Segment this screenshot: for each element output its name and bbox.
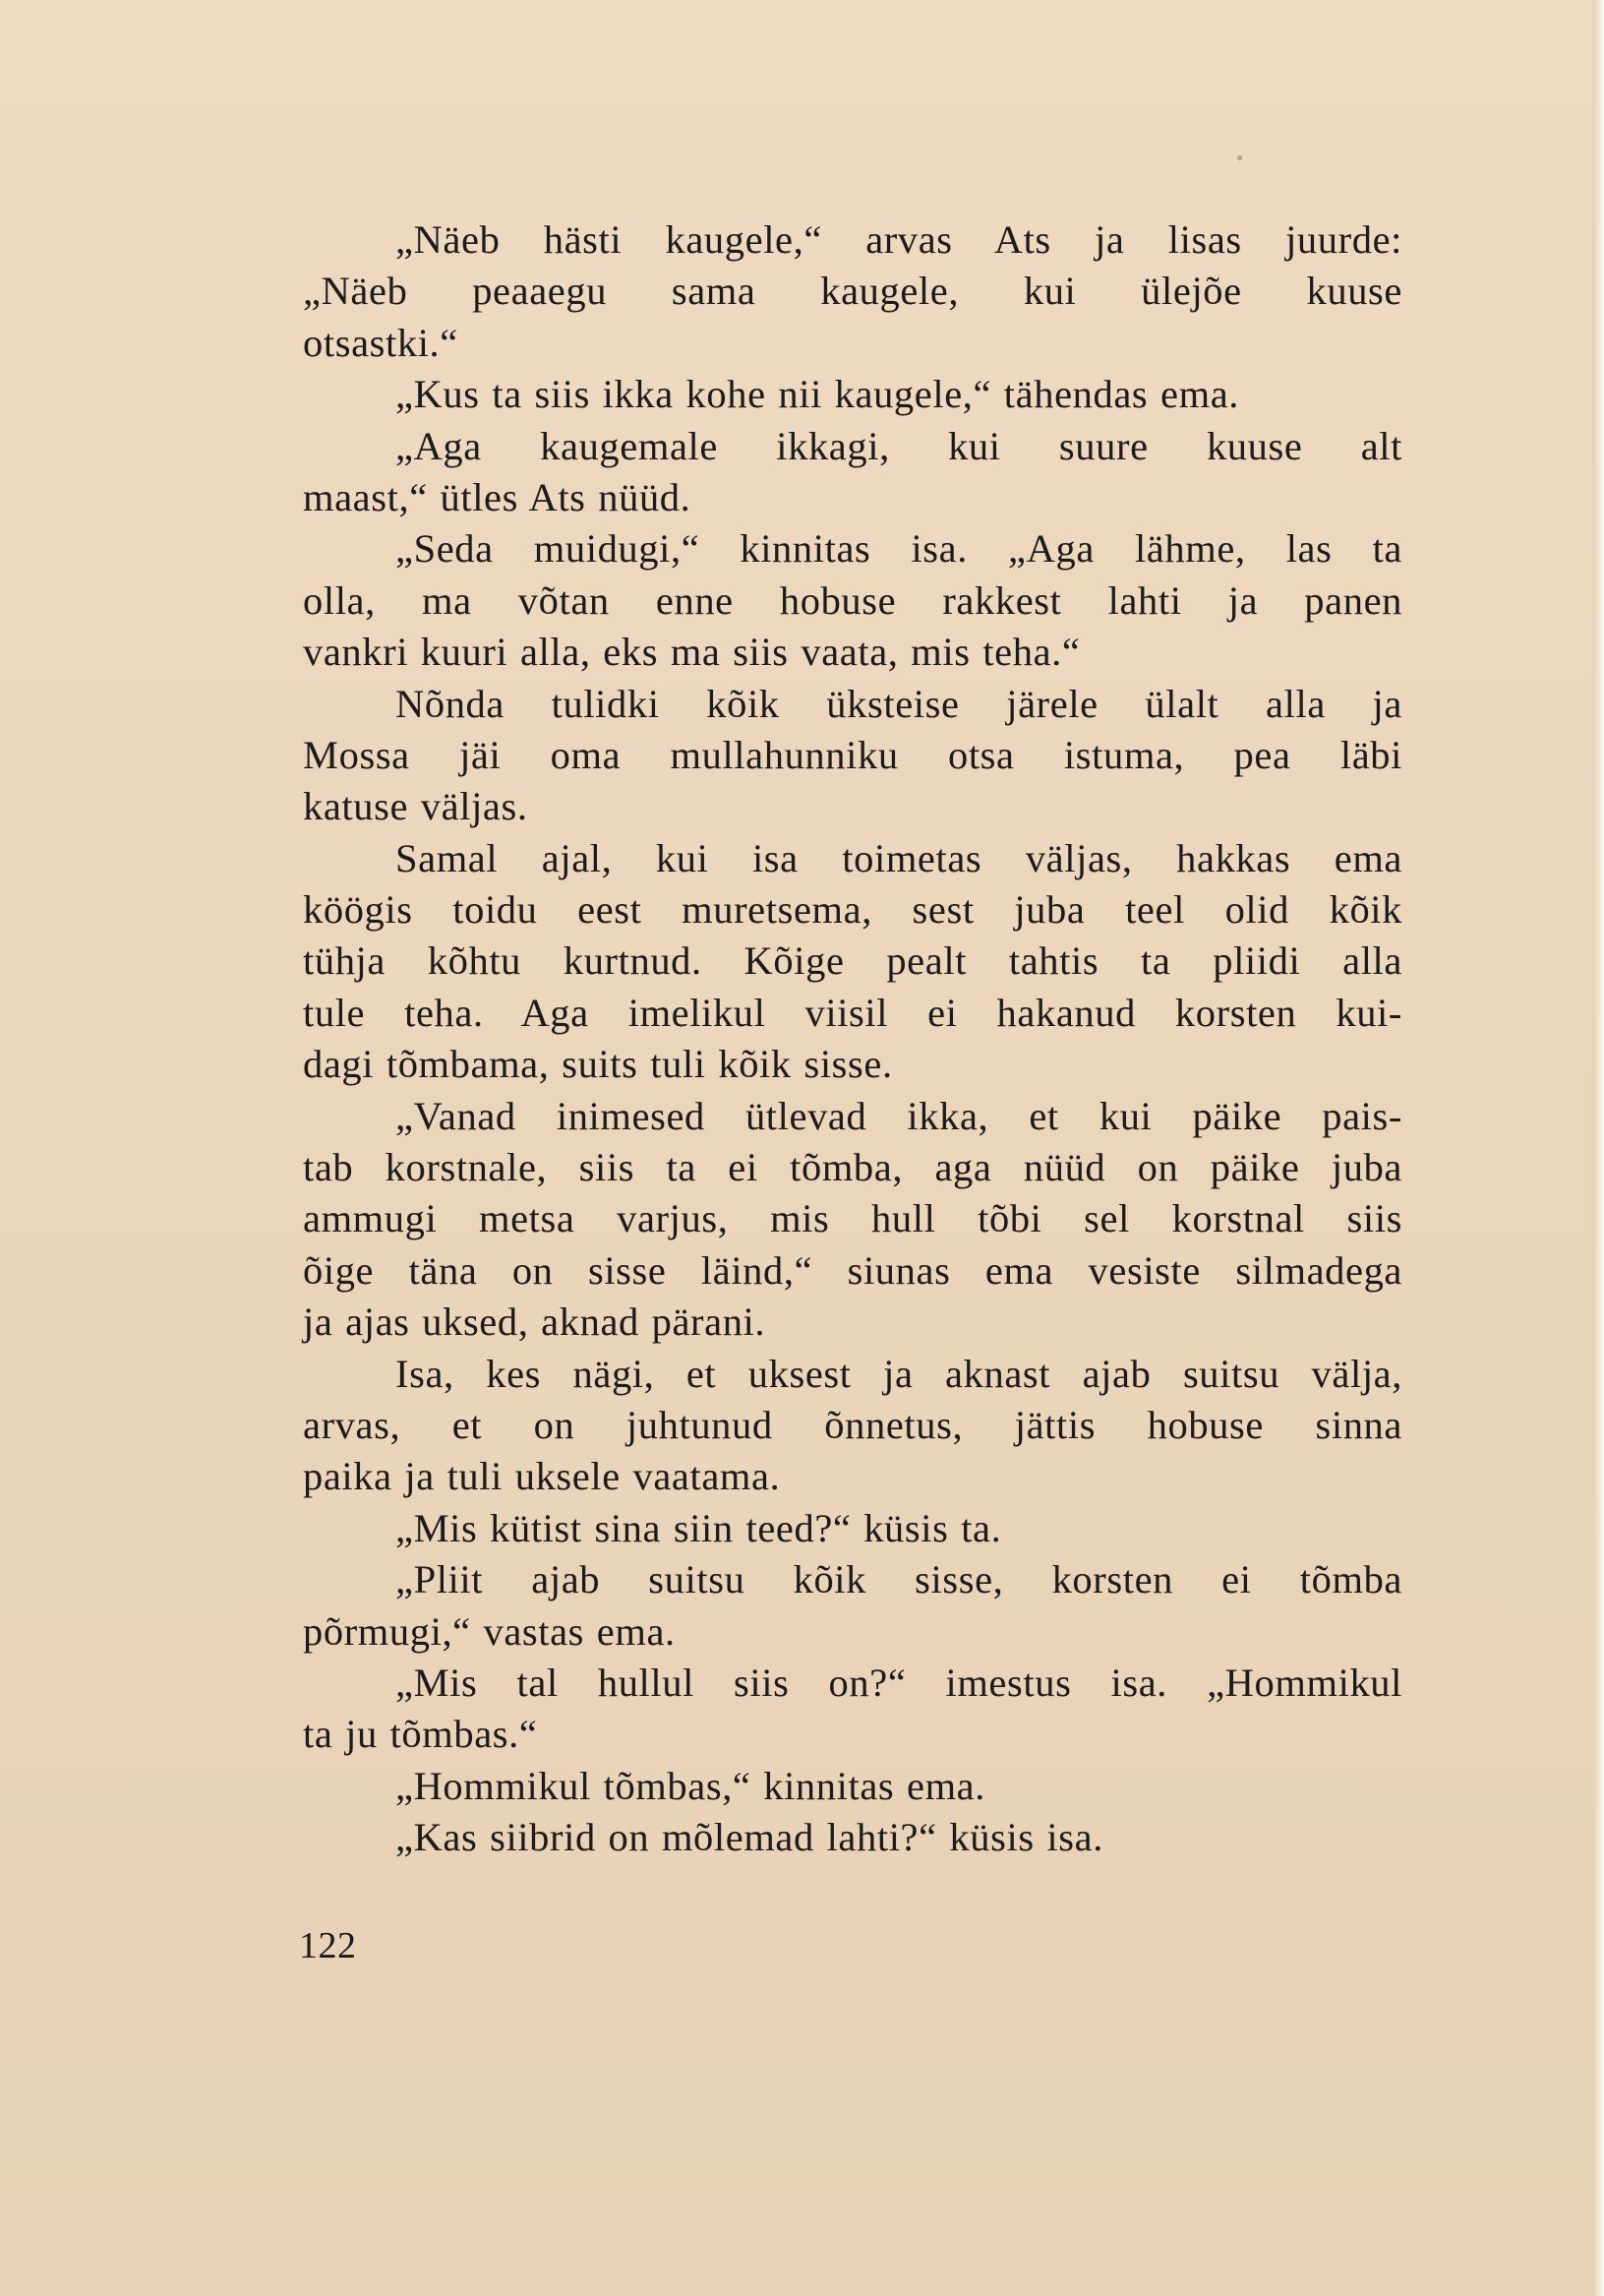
paper-speck <box>1237 155 1242 160</box>
text-line: „Näeb peaaegu sama kaugele, kui ülejõe kuuse <box>303 269 1402 314</box>
text-line: Samal ajal, kui isa toimetas väljas, hakkas ema <box>395 835 1402 880</box>
text-line: tab korstnale, siis ta ei tõmba, aga nüüd on päike juba <box>303 1145 1402 1190</box>
text-line: Nõnda tulidki kõik üksteise järele ülalt alla ja <box>395 681 1402 726</box>
text-line: vankri kuuri alla, eks ma siis vaata, mis teha.“ <box>303 630 1081 675</box>
page-edge <box>1592 0 1604 2296</box>
text-line: „Näeb hästi kaugele,“ arvas Ats ja lisas juurde: <box>395 217 1402 262</box>
text-line: ammugi metsa varjus, mis hull tõbi sel korstnal siis <box>303 1196 1402 1241</box>
text-line: õige täna on sisse läind,“ siunas ema vesiste silmadega <box>303 1247 1402 1293</box>
text-line: tule teha. Aga imelikul viisil ei hakanud korsten kui- <box>303 990 1402 1035</box>
text-line: maast,“ ütles Ats nüüd. <box>303 474 691 519</box>
text-line: „Kus ta siis ikka kohe nii kaugele,“ tähendas ema. <box>395 372 1239 417</box>
text-line: ta ju tõmbas.“ <box>303 1712 538 1757</box>
text-line: ja ajas uksed, aknad pärani. <box>303 1299 766 1345</box>
text-line: põrmugi,“ vastas ema. <box>303 1608 676 1654</box>
body-text <box>303 214 1402 1864</box>
page-number: 122 <box>299 1925 357 1966</box>
text-line: köögis toidu eest muretsema, sest juba teel olid kõik <box>303 887 1402 933</box>
text-line: „Mis kütist sina siin teed?“ küsis ta. <box>395 1505 1002 1550</box>
text-line: tühja kõhtu kurtnud. Kõige pealt tahtis ta pliidi alla <box>303 938 1402 984</box>
text-line: paika ja tuli uksele vaatama. <box>303 1454 781 1499</box>
text-line: „Mis tal hullul siis on?“ imestus isa. „Hommikul <box>395 1660 1402 1705</box>
text-line: Isa, kes nägi, et uksest ja aknast ajab suitsu välja, <box>395 1351 1402 1396</box>
text-line: Mossa jäi oma mullahunniku otsa istuma, pea läbi <box>303 732 1402 777</box>
text-line: dagi tõmbama, suits tuli kõik sisse. <box>303 1042 893 1087</box>
text-line: otsastki.“ <box>303 320 458 365</box>
text-line: „Seda muidugi,“ kinnitas isa. „Aga lähme, las ta <box>395 526 1402 572</box>
text-line: arvas, et on juhtunud õnnetus, jättis hobuse sinna <box>303 1402 1402 1447</box>
text-line: olla, ma võtan enne hobuse rakkest lahti ja panen <box>303 577 1402 623</box>
text-line: „Pliit ajab suitsu kõik sisse, korsten ei tõmba <box>395 1557 1402 1602</box>
text-line: „Kas siibrid on mõlemad lahti?“ küsis isa. <box>395 1815 1103 1860</box>
text-line: „Aga kaugemale ikkagi, kui suure kuuse alt <box>395 423 1402 468</box>
text-line: katuse väljas. <box>303 784 528 829</box>
text-line: „Vanad inimesed ütlevad ikka, et kui päike pais- <box>395 1093 1402 1138</box>
text-line: „Hommikul tõmbas,“ kinnitas ema. <box>395 1763 985 1808</box>
